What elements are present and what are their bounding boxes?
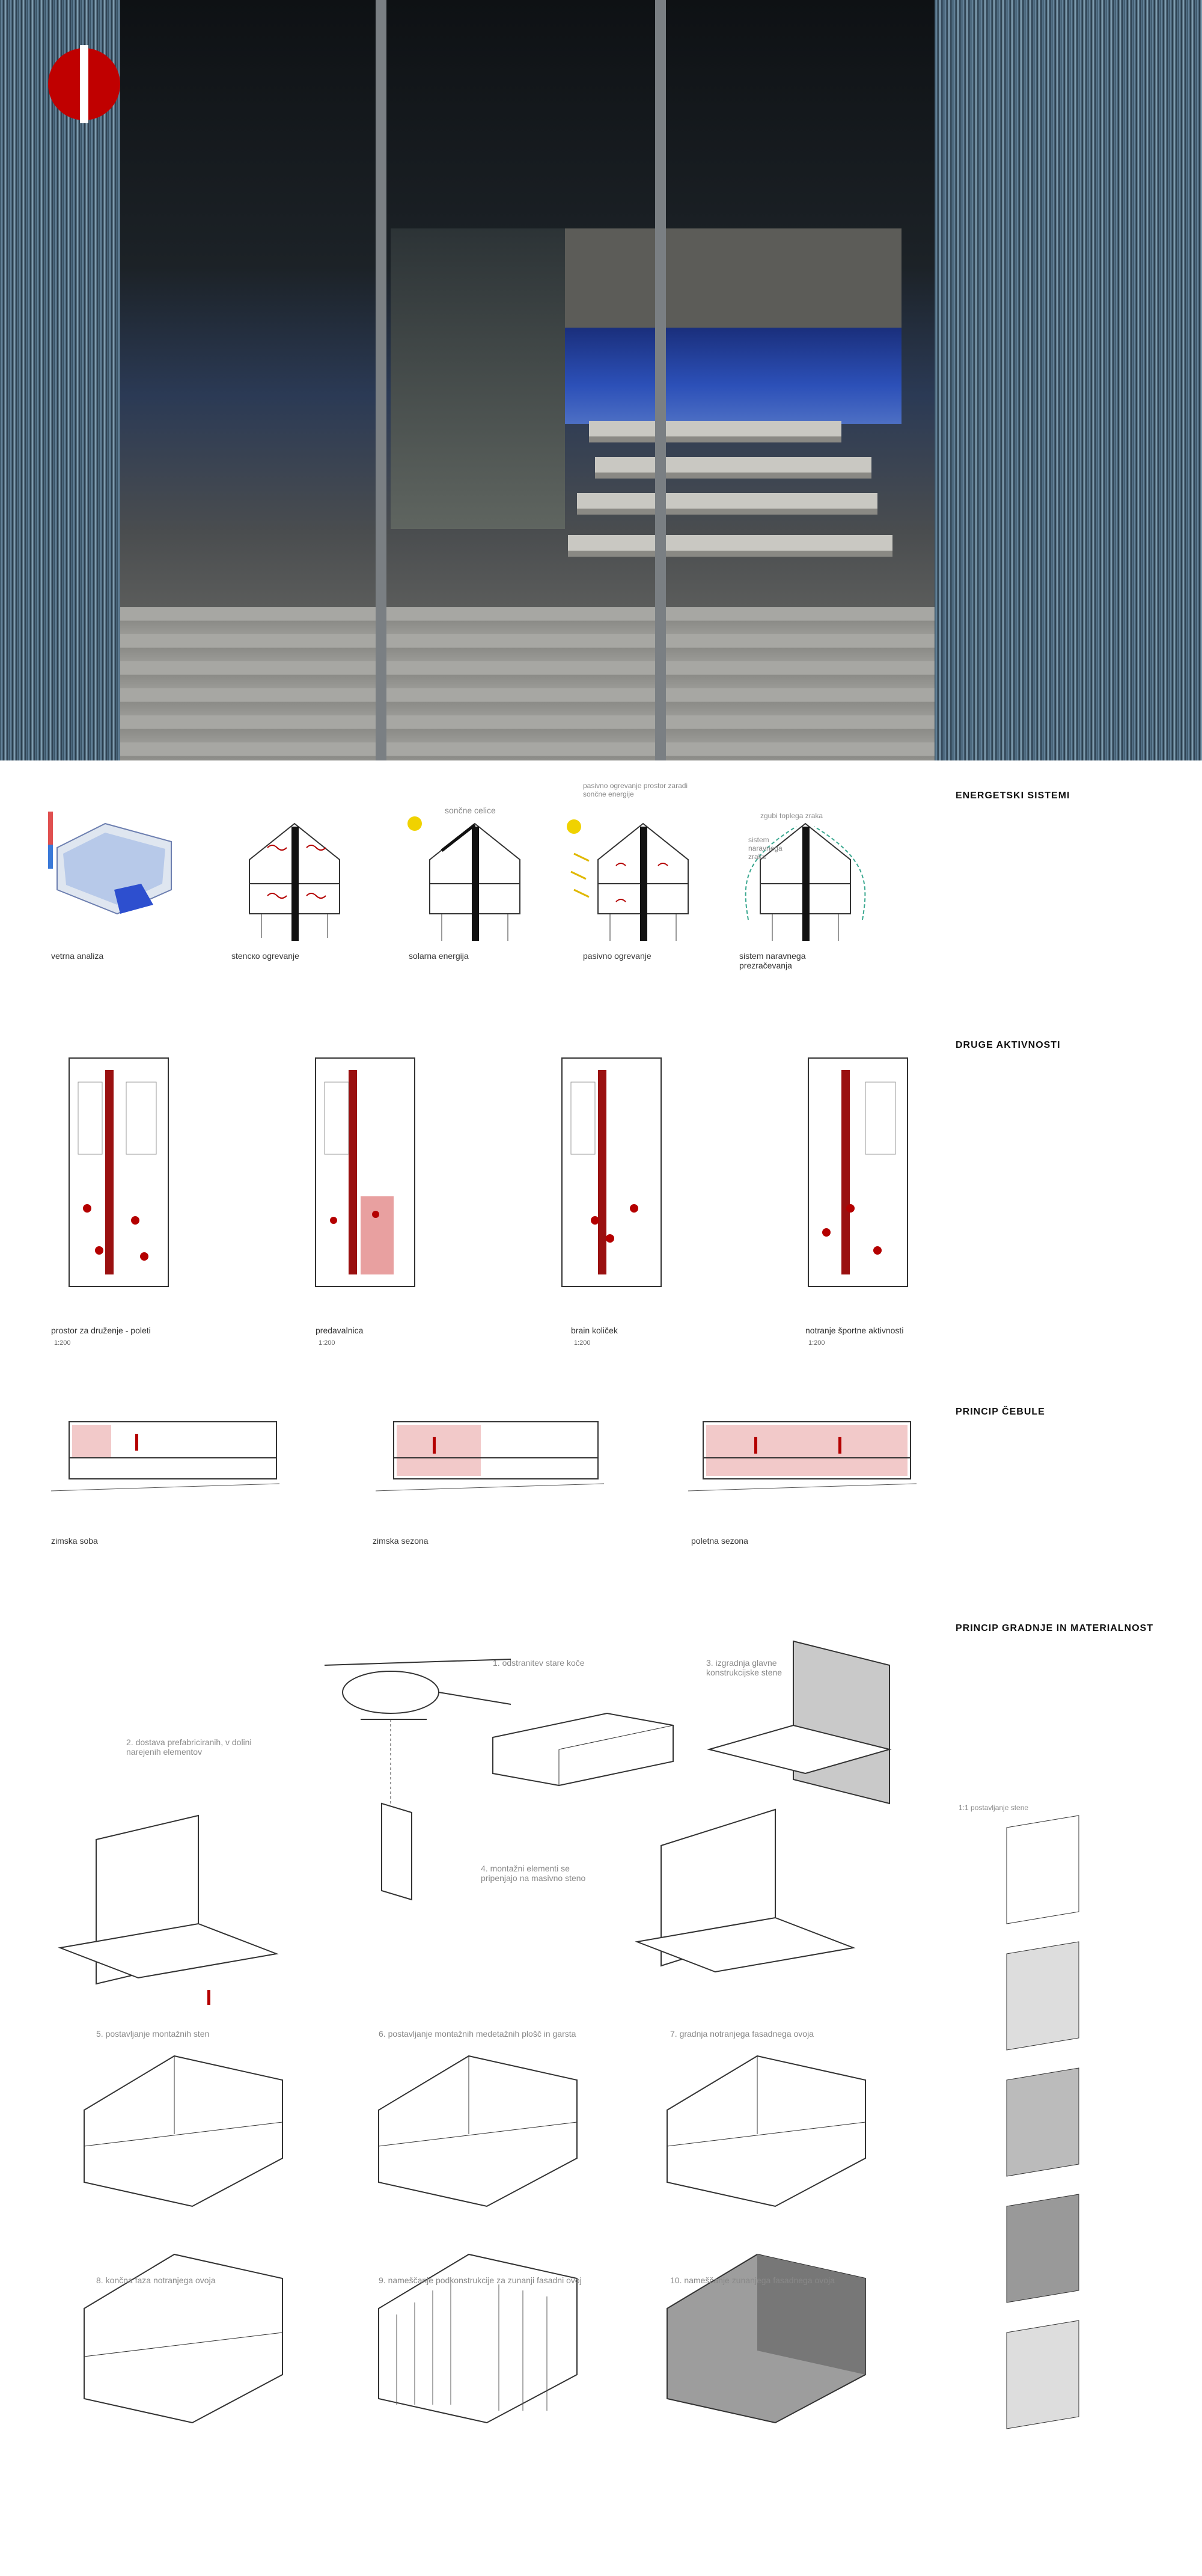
step-label-6: 6. postavljanje montažnih medetažnih plošč in garsta	[379, 2029, 576, 2039]
caption-sports: notranje športne aktivnosti	[805, 1326, 904, 1335]
bench-row	[568, 535, 892, 557]
caption-winter-room: zimska soba	[51, 1536, 98, 1546]
onion-sections	[51, 1413, 923, 1503]
caption-passive: pasivno ogrevanje	[583, 951, 651, 961]
caption-solar: solarna energija	[409, 951, 469, 961]
caption-social: prostor za druženje - poleti	[51, 1326, 151, 1335]
caption-wall-heating: stenско ogrevanje	[231, 951, 299, 961]
plan-social-summer	[69, 1058, 168, 1286]
solar-energy-diagram	[407, 816, 520, 941]
wooden-floor	[120, 607, 935, 760]
activities-title: DRUGE AKTIVNOSTI	[956, 1040, 1061, 1050]
wall-caption: 1:1 postavljanje stene	[959, 1804, 1029, 1812]
step-7-frames	[667, 2056, 865, 2206]
plan-indoor-sports	[808, 1058, 908, 1286]
construction-title: PRINCIP GRADNJE IN MATERIALNOST	[956, 1623, 1154, 1633]
callout-solar-cells: sončne celice	[445, 806, 496, 815]
caption-lecture: predavalnica	[316, 1326, 364, 1335]
scale-1: 1:200	[54, 1339, 71, 1347]
step-label-9: 9. nameščanje podkonstrukcije za zunanji fasadni ovoj	[379, 2275, 582, 2285]
section-winter-room	[51, 1422, 279, 1491]
plan-bouldering	[562, 1058, 661, 1286]
section-summer-season	[688, 1422, 917, 1491]
wall-on-hut-right	[637, 1810, 853, 1972]
window-sky	[565, 328, 902, 424]
step-5-frames	[84, 2056, 282, 2206]
scale-3: 1:200	[574, 1339, 591, 1347]
logo-bar	[80, 45, 88, 123]
caption-winter-season: zimska sezona	[373, 1536, 429, 1546]
callout-passive: pasivno ogrevanje prostor zaradi sončne energije	[583, 782, 688, 798]
step-label-5: 5. postavljanje montažnih sten	[96, 2029, 210, 2039]
step-label-4: 4. montažni elementi se pripenjajo na masivno steno	[481, 1864, 586, 1883]
wall-on-hut-left	[60, 1816, 276, 2005]
onion-title: PRINCIP ČEBULE	[956, 1407, 1045, 1417]
caption-bouldering: brain količek	[571, 1326, 618, 1335]
hero-render	[0, 0, 1202, 760]
interior-wall	[391, 228, 565, 529]
step-6-frames	[379, 2056, 577, 2206]
step-label-2: 2. dostava prefabriciranih, v dolini narejenih elementov	[126, 1737, 252, 1757]
step-label-10: 10. nameščanje zunanjega fasadnega ovoja	[670, 2275, 835, 2285]
scale-4: 1:200	[808, 1339, 825, 1347]
caption-summer-season: poletna sezona	[691, 1536, 748, 1546]
wall-heating-diagram	[249, 824, 340, 941]
caption-ventilation: sistem naravnega prezračevanja	[739, 951, 806, 970]
step-label-8: 8. končna faza notranjega ovoja	[96, 2275, 216, 2285]
step-label-3: 3. izgradnja glavne konstrukcijske stene	[706, 1658, 783, 1677]
callout-vent-side: sistem naravnega zraka	[748, 836, 783, 861]
callout-vent-top: zgubi toplega zraka	[760, 812, 823, 820]
step-label-7: 7. gradnja notranjega fasadnega ovoja	[670, 2029, 814, 2039]
scale-2: 1:200	[319, 1339, 335, 1347]
glass-curtain-right	[935, 0, 1202, 760]
caption-wind: vetrna analiza	[51, 951, 104, 961]
passive-heating-diagram	[567, 819, 688, 941]
bench-row	[589, 421, 841, 442]
bench-row	[577, 493, 877, 515]
plan-lecture-hall	[316, 1058, 415, 1286]
window-mullion	[376, 0, 386, 760]
old-hut-removal	[493, 1713, 673, 1785]
step-label-1: 1. odstranitev stare koče	[493, 1658, 585, 1668]
wind-analysis-diagram	[48, 812, 171, 914]
bench-row	[595, 457, 871, 479]
section-winter-season	[376, 1422, 604, 1491]
back-wall	[565, 228, 902, 331]
window-mullion	[655, 0, 666, 760]
floor-plans	[60, 1046, 932, 1299]
energy-title: ENERGETSKI SISTEMI	[956, 791, 1070, 801]
wall-layer-stack	[1007, 1816, 1079, 2429]
energy-diagrams	[51, 800, 923, 956]
